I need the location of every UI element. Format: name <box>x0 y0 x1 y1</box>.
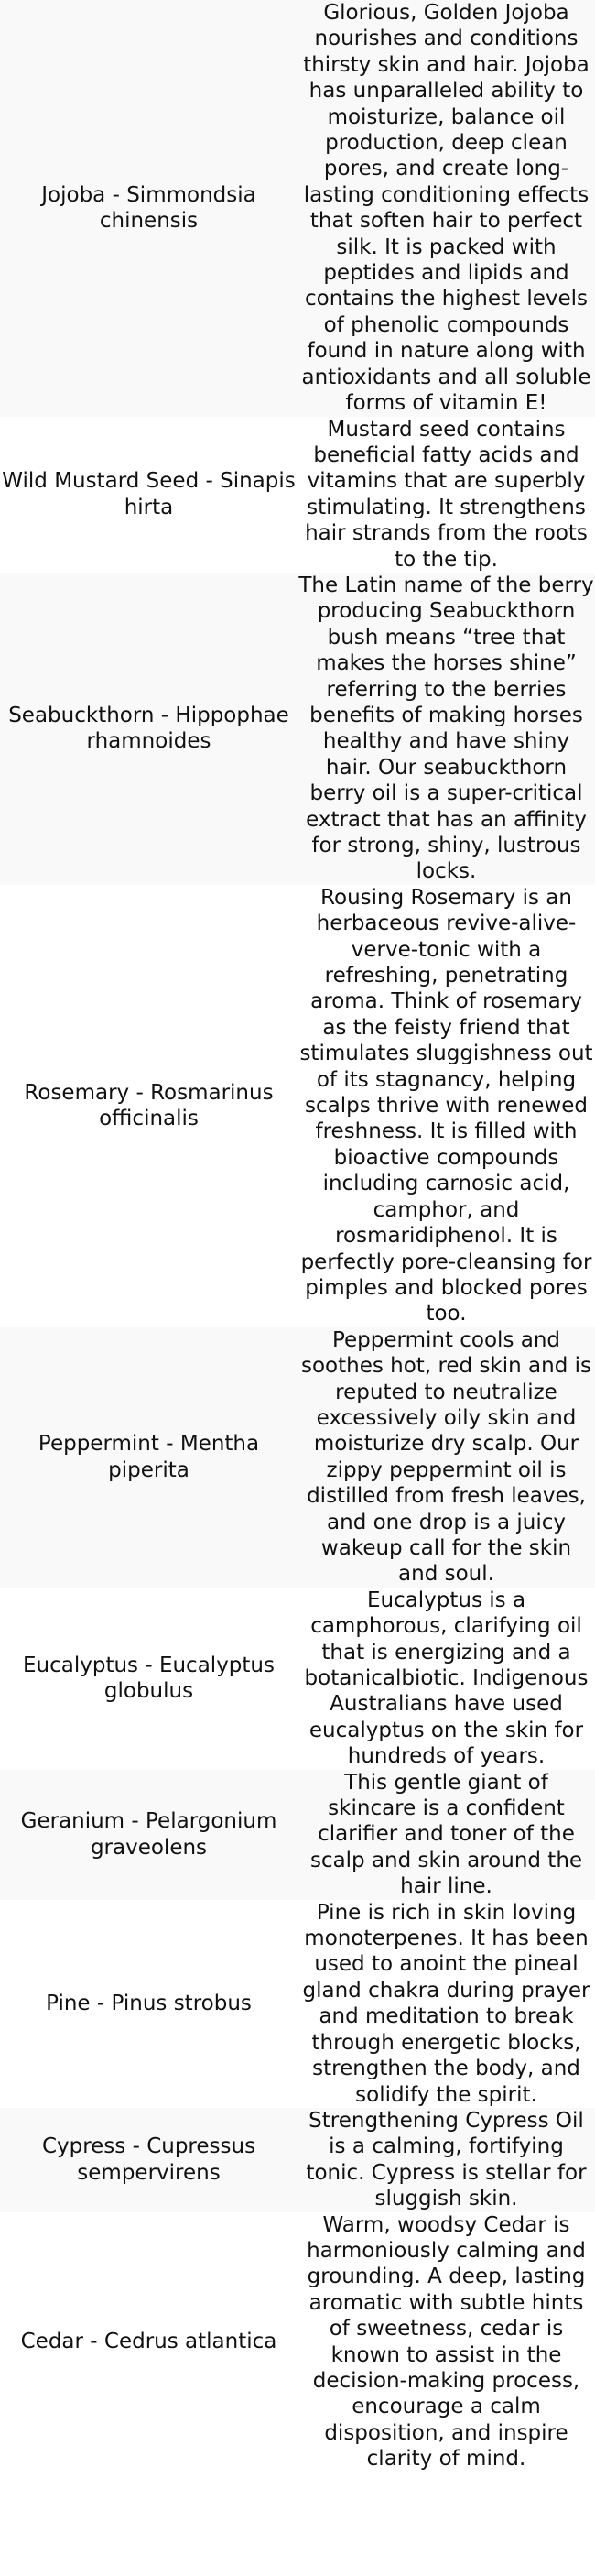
ingredient-description: Glorious, Golden Jojoba nourishes and conditions thirsty skin and hair. Jojoba has unparalleled ability to moisturize, balance oil production, deep clean pores, and create long-lasting conditioning effects that soften hair to perfect silk. It is packed with peptides and lipids and contains the highest levels of phenolic compounds found in nature along with antioxidants and all soluble forms of vitamin E! <box>298 0 595 417</box>
ingredient-description: Strengthening Cypress Oil is a calming, fortifying tonic. Cypress is stellar for sluggish skin. <box>298 2108 595 2212</box>
table-row <box>0 573 595 885</box>
table-row <box>0 2212 595 2472</box>
table-row <box>0 1327 595 1588</box>
ingredient-name: Pine - Pinus strobus <box>0 1900 298 2108</box>
ingredient-name: Eucalyptus - Eucalyptus globulus <box>0 1588 298 1770</box>
ingredient-description: Eucalyptus is a camphorous, clarifying oil that is energizing and a botanicalbiotic. Indigenous Australians have used eucalyptus on the skin for hundreds of years. <box>298 1588 595 1770</box>
ingredient-name: Wild Mustard Seed - Sinapis hirta <box>0 417 298 573</box>
table-row <box>0 0 595 417</box>
ingredient-description: Mustard seed contains beneficial fatty acids and vitamins that are superbly stimulating. It strengthens hair strands from the roots to the tip. <box>298 417 595 573</box>
ingredient-description: Warm, woodsy Cedar is harmoniously calming and grounding. A deep, lasting aromatic with subtle hints of sweetness, cedar is known to assist in the decision-making process, encourage a calm disposition, and inspire clarity of mind. <box>298 2212 595 2472</box>
ingredient-name: Cypress - Cupressus sempervirens <box>0 2108 298 2212</box>
ingredient-description: This gentle giant of skincare is a confident clarifier and toner of the scalp and skin around the hair line. <box>298 1770 595 1900</box>
ingredient-description: Peppermint cools and soothes hot, red skin and is reputed to neutralize excessively oily skin and moisturize dry scalp. Our zippy peppermint oil is distilled from fresh leaves, and one drop is a juicy wakeup call for the skin and soul. <box>298 1327 595 1588</box>
ingredient-name: Jojoba - Simmondsia chinensis <box>0 0 298 417</box>
ingredient-name: Rosemary - Rosmarinus officinalis <box>0 885 298 1327</box>
table-row <box>0 1588 595 1770</box>
table-row <box>0 885 595 1327</box>
ingredient-name: Geranium - Pelargonium graveolens <box>0 1770 298 1900</box>
table-row <box>0 417 595 573</box>
ingredient-name: Seabuckthorn - Hippophae rhamnoides <box>0 573 298 885</box>
table-row <box>0 1770 595 1900</box>
ingredient-description: Pine is rich in skin loving monoterpenes. It has been used to anoint the pineal gland chakra during prayer and meditation to break through energetic blocks, strengthen the body, and solidify the spirit. <box>298 1900 595 2108</box>
ingredient-description: The Latin name of the berry producing Seabuckthorn bush means “tree that makes the horses shine” referring to the berries benefits of making horses healthy and have shiny hair. Our seabuckthorn berry oil is a super-critical extract that has an affinity for strong, shiny, lustrous locks. <box>298 573 594 884</box>
ingredient-description: Rousing Rosemary is an herbaceous revive-alive-verve-tonic with a refreshing, penetrating aroma. Think of rosemary as the feisty friend that stimulates sluggishness out of its stagnancy, helping scalps thrive with renewed freshness. It is filled with bioactive compounds including carnosic acid, camphor, and rosmaridiphenol. It is perfectly pore-cleansing for pimples and blocked pores too. <box>298 885 595 1327</box>
table-row <box>0 1900 595 2108</box>
ingredient-name: Peppermint - Mentha piperita <box>0 1327 298 1588</box>
table-row <box>0 2108 595 2212</box>
ingredient-name: Cedar - Cedrus atlantica <box>0 2212 298 2472</box>
